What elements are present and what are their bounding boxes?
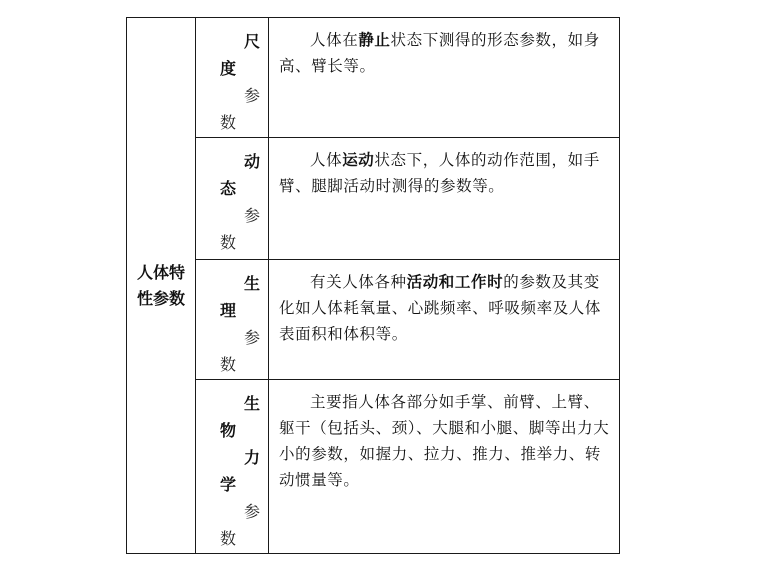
description-text: 有关人体各种活动和工作时的参数及其变化如人体耗氧量、心跳频率、呼吸频率及人体表面积和体积等。 <box>279 273 602 343</box>
sub-category-cell <box>196 260 269 380</box>
description-text: 人体在静止状态下测得的形态参数，如身高、臂长等。 <box>279 31 600 75</box>
sub-category-cell <box>196 138 269 260</box>
description-text: 主要指人体各部分如手掌、前臂、上臂、躯干（包括头、颈）、大腿和小腿、脚等出力大小的参数，如握力、拉力、推力、推举力、转动惯量等。 <box>279 393 610 489</box>
table-row <box>127 380 620 554</box>
description-cell <box>269 18 620 138</box>
sub-category-bold: 生 物 力 学 <box>220 394 261 494</box>
sub-category-cell <box>196 380 269 554</box>
description-text: 人体运动状态下，人体的动作范围，如手臂、腿脚活动时测得的参数等。 <box>279 151 600 195</box>
main-category-cell <box>127 18 196 554</box>
table-row <box>127 18 620 138</box>
sub-category-light: 参 数 <box>220 86 261 132</box>
human-parameters-table <box>126 17 620 554</box>
sub-category-cell <box>196 18 269 138</box>
table-row <box>127 138 620 260</box>
sub-category-bold: 生 理 <box>220 274 261 320</box>
table-row <box>127 260 620 380</box>
description-cell <box>269 380 620 554</box>
description-cell <box>269 260 620 380</box>
description-cell <box>269 138 620 260</box>
sub-category-bold: 动 态 <box>220 152 261 198</box>
main-category-label: 人体特性参数 <box>137 262 186 308</box>
sub-category-light: 参 数 <box>220 328 261 374</box>
sub-category-light: 参 数 <box>220 206 261 252</box>
sub-category-light: 参 数 <box>220 502 261 548</box>
sub-category-bold: 尺 度 <box>220 32 261 78</box>
